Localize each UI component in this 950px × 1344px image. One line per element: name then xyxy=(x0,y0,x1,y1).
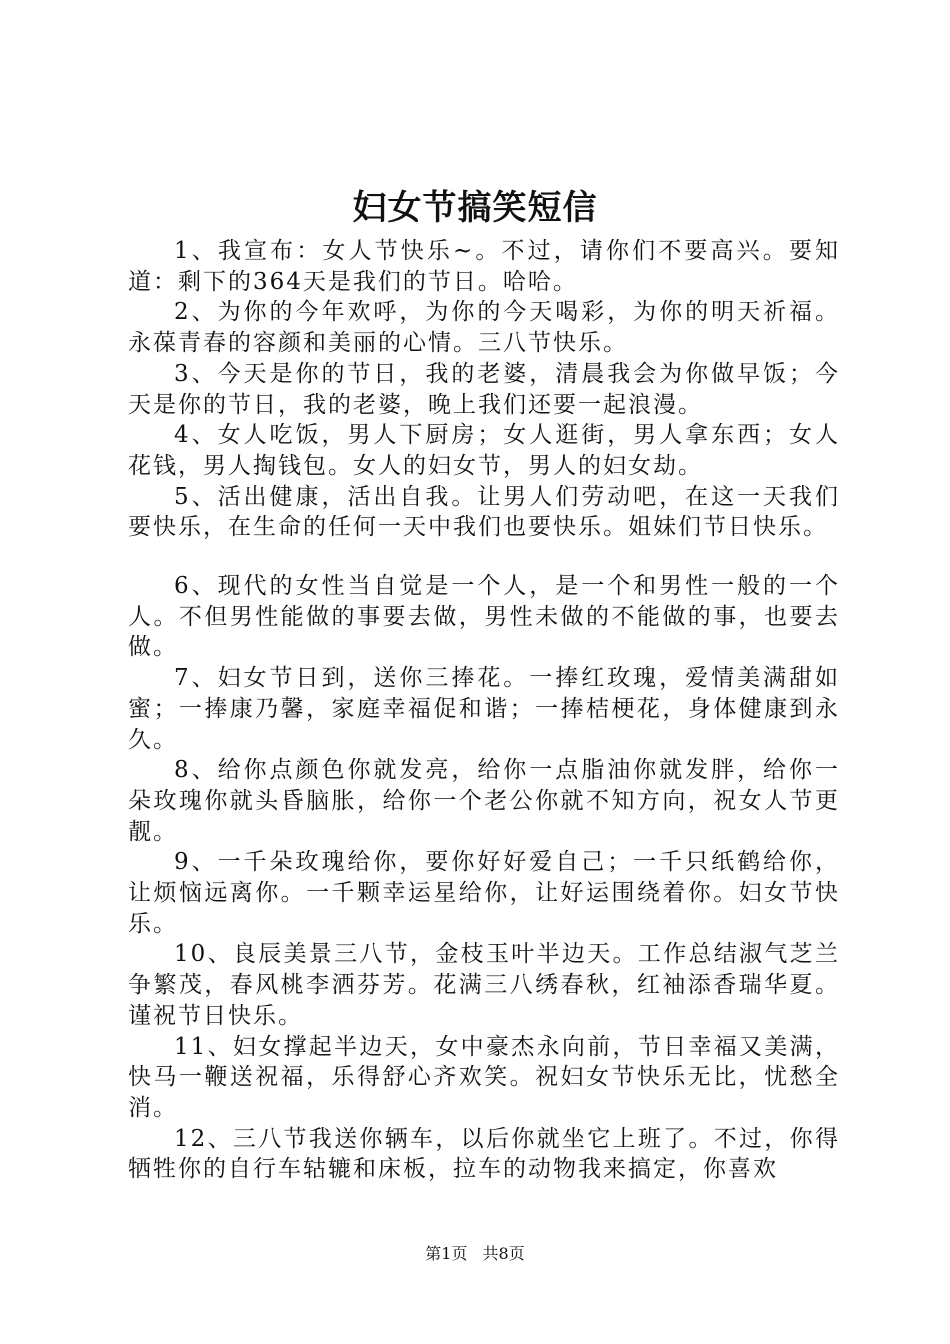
paragraph-1: 1、我宣布：女人节快乐~。不过，请你们不要高兴。要知道：剩下的364天是我们的节日。哈哈。 xyxy=(128,238,840,295)
paragraph-11: 11、妇女撑起半边天，女中豪杰永向前，节日幸福又美满，快马一鞭送祝福，乐得舒心齐欢笑。祝妇女节快乐无比，忧愁全消。 xyxy=(128,1033,840,1121)
paragraph-6: 6、现代的女性当自觉是一个人，是一个和男性一般的一个人。不但男性能做的事要去做，男性未做的不能做的事，也要去做。 xyxy=(128,573,840,661)
paragraph-12: 12、三八节我送你辆车，以后你就坐它上班了。不过，你得牺牲你的自行车轱辘和床板，拉车的动物我来搞定，你喜欢 xyxy=(128,1125,840,1183)
paragraph-5: 5、活出健康，活出自我。让男人们劳动吧，在这一天我们要快乐，在生命的任何一天中我们也要快乐。姐妹们节日快乐。 xyxy=(128,483,840,541)
page-number-current: 第1页 xyxy=(425,1244,468,1263)
paragraph-4: 4、女人吃饭，男人下厨房；女人逛街，男人拿东西；女人花钱，男人掏钱包。女人的妇女节，男人的妇女劫。 xyxy=(128,422,840,479)
page-number-total: 共8页 xyxy=(482,1244,525,1263)
paragraph-3: 3、今天是你的节日，我的老婆，清晨我会为你做早饭；今天是你的节日，我的老婆，晚上我们还要一起浪漫。 xyxy=(128,360,840,418)
paragraph-7: 7、妇女节日到，送你三捧花。一捧红玫瑰，爱情美满甜如蜜；一捧康乃馨，家庭幸福促和谐；一捧桔梗花，身体健康到永久。 xyxy=(128,665,840,753)
paragraph-2: 2、为你的今年欢呼，为你的今天喝彩，为你的明天祈福。永葆青春的容颜和美丽的心情。三八节快乐。 xyxy=(128,299,840,357)
page-footer xyxy=(0,1244,950,1264)
paragraph-spacer xyxy=(128,543,840,571)
page-title: 妇女节搞笑短信 xyxy=(352,188,598,228)
document-body xyxy=(128,236,840,1185)
paragraph-10: 10、良辰美景三八节，金枝玉叶半边天。工作总结淑气芝兰争繁茂，春风桃李洒芬芳。花满三八绣春秋，红袖添香瑞华夏。谨祝节日快乐。 xyxy=(128,941,840,1029)
paragraph-9: 9、一千朵玫瑰给你，要你好好爱自己；一千只纸鹤给你，让烦恼远离你。一千颗幸运星给你，让好运围绕着你。妇女节快乐。 xyxy=(128,849,840,937)
paragraph-8: 8、给你点颜色你就发亮，给你一点脂油你就发胖，给你一朵玫瑰你就头昏脑胀，给你一个老公你就不知方向，祝女人节更靓。 xyxy=(128,757,840,845)
